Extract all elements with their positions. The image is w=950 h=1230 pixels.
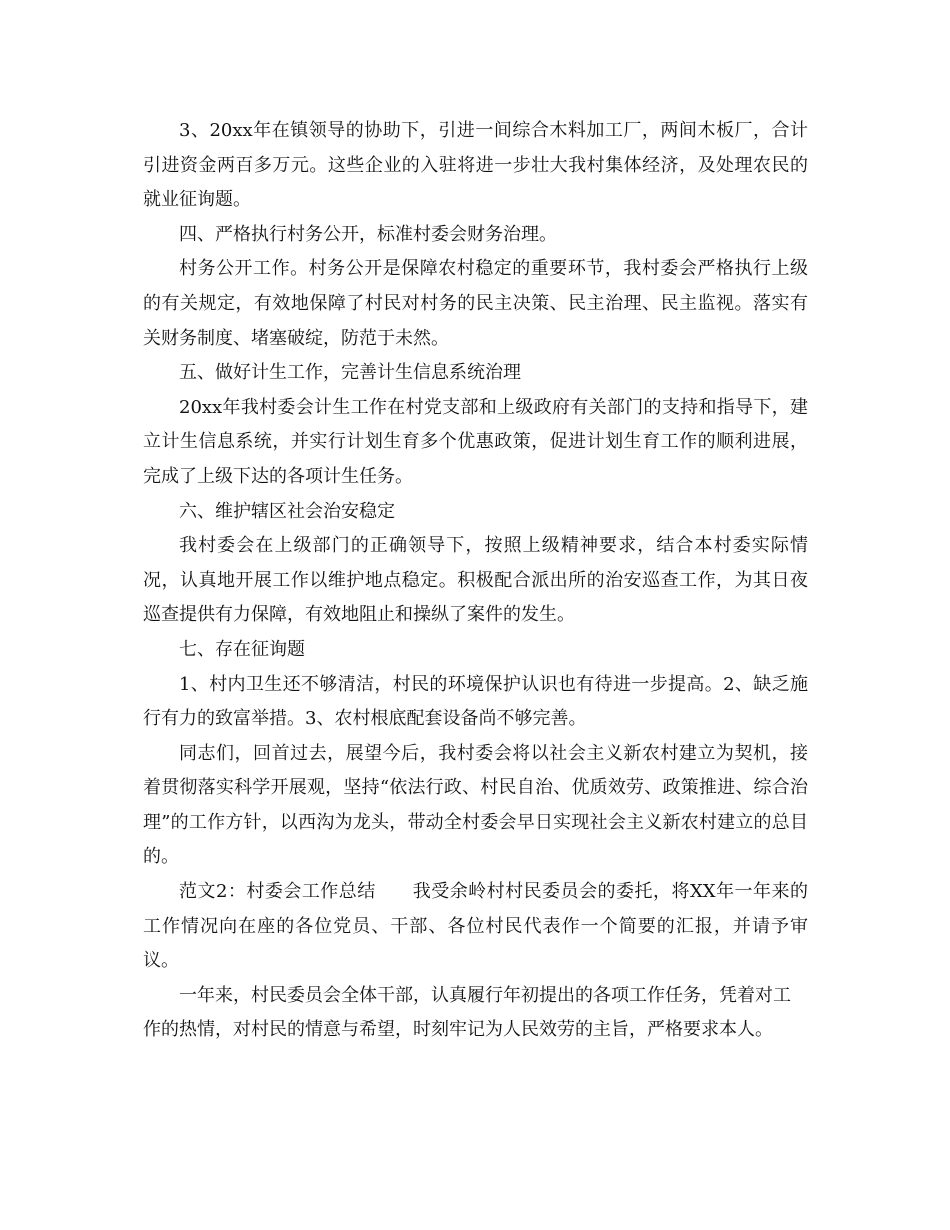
paragraph-sample-two-intro: 范文2：村委会工作总结 我受余岭村村民委员会的委托，将XX年一年来的工作情况向在座的各位党员、干部、各位村民代表作一个简要的汇报，并请予审议。 (143, 881, 808, 972)
heading-section-seven: 七、存在征询题 (179, 638, 305, 660)
paragraph-existing-problems: 1、村内卫生还不够清洁，村民的环境保护认识也有待进一步提高。2、缺乏施行有力的致富举措。3、农村根底配套设备尚不够完善。 (143, 673, 808, 730)
paragraph-family-planning: 20xx年我村委会计生工作在村党支部和上级政府有关部门的支持和指导下，建立计生信息系统，并实行计划生育多个优惠政策，促进计划生育工作的顺利进展，完成了上级下达的各项计生任务。 (143, 396, 808, 487)
paragraph-public-security: 我村委会在上级部门的正确领导下，按照上级精神要求，结合本村委实际情况，认真地开展工作以维护地点稳定。积极配合派出所的治安巡查工作，为其日夜巡查提供有力保障，有效地阻止和操纵了案件的发生。 (143, 535, 808, 626)
heading-section-six: 六、维护辖区社会治安稳定 (179, 500, 395, 522)
document-body (143, 114, 808, 1048)
paragraph-introduce-factories: 3、20xx年在镇领导的协助下，引进一间综合木料加工厂，两间木板厂，合计引进资金两百多万元。这些企业的入驻将进一步壮大我村集体经济，及处理农民的就业征询题。 (143, 120, 808, 211)
paragraph-conclusion: 同志们，回首过去，展望今后，我村委会将以社会主义新农村建立为契机，接着贯彻落实科学开展观，坚持“依法行政、村民自治、优质效劳、政策推进、综合治理”的工作方针，以西沟为龙头，带动全村委会早日实现社会主义新农村建立的总目的。 (143, 742, 808, 868)
heading-section-five: 五、做好计生工作，完善计生信息系统治理 (179, 362, 521, 384)
heading-section-four: 四、严格执行村务公开，标准村委会财务治理。 (179, 223, 557, 245)
paragraph-village-affairs: 村务公开工作。村务公开是保障农村稳定的重要环节，我村委会严格执行上级的有关规定，有效地保障了村民对村务的民主决策、民主治理、民主监视。落实有关财务制度、堵塞破绽，防范于未然。 (143, 258, 808, 349)
paragraph-year-review: 一年来，村民委员会全体干部，认真履行年初提出的各项工作任务，凭着对工作的热情，对村民的情意与希望，时刻牢记为人民效劳的主旨，严格要求本人。 (143, 984, 791, 1041)
